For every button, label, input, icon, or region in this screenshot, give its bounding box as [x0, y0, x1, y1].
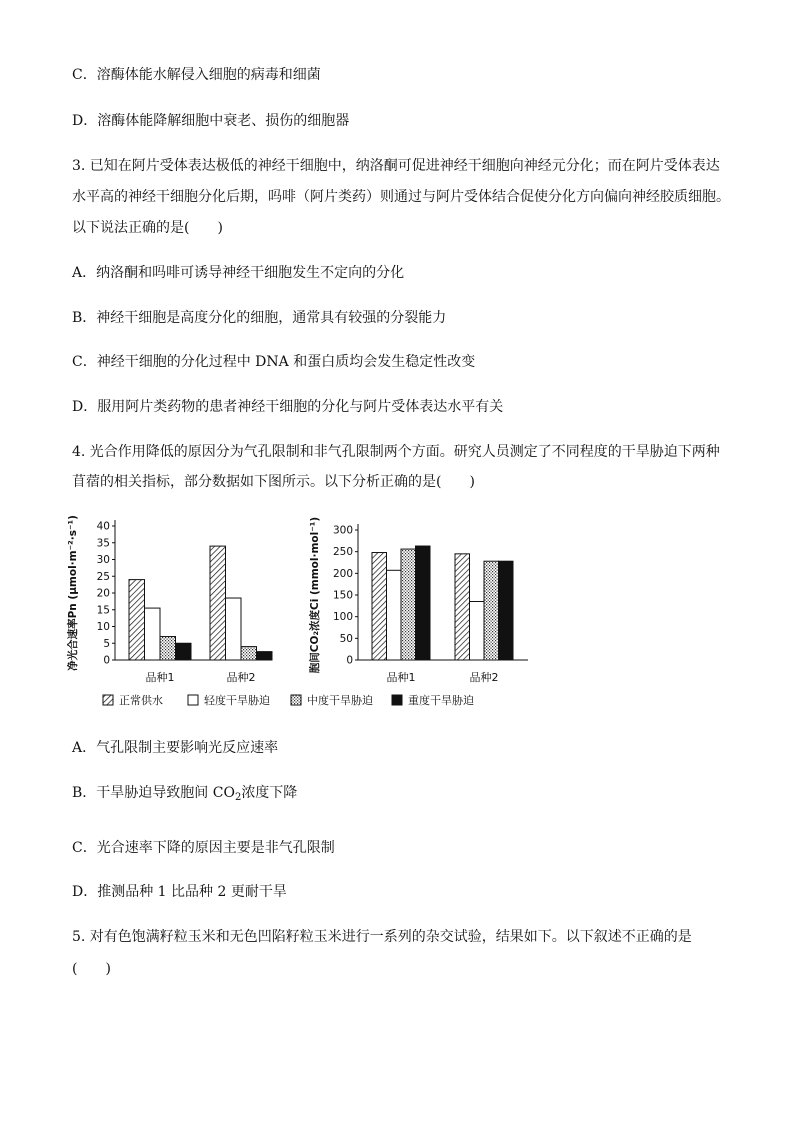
legend-label: 正常供水	[119, 694, 163, 707]
bar-1-2-3	[241, 647, 257, 660]
question-3-option-c: C．神经干细胞的分化过程中 DNA 和蛋白质均会发生稳定性改变	[72, 354, 476, 370]
bar-2-1-4	[416, 546, 431, 660]
y-axis-label: 净光合速率Pn (μmol·m⁻²·s⁻¹)	[67, 515, 79, 671]
y-tick-label: 0	[103, 654, 110, 667]
co2-subscript: 2	[234, 792, 242, 803]
y-tick-label: 20	[96, 587, 110, 600]
question-3-option-d: D．服用阿片类药物的患者神经干细胞的分化与阿片受体表达水平有关	[72, 399, 504, 415]
question-3-option-a: A．纳洛酮和吗啡可诱导神经干细胞发生不定向的分化	[72, 265, 405, 281]
bar-1-2-4	[257, 652, 273, 660]
y-tick-label: 10	[96, 621, 110, 633]
legend-swatch	[291, 695, 301, 705]
question-4-option-c: C．光合速率下降的原因主要是非气孔限制	[72, 840, 335, 856]
x-category-label: 品种1	[386, 671, 416, 684]
y-tick-label: 15	[96, 604, 110, 617]
x-category-label: 品种2	[469, 671, 499, 684]
bar-2-2-4	[499, 561, 514, 660]
y-tick-label: 50	[339, 632, 353, 645]
legend-swatch	[188, 695, 198, 705]
bar-1-1-1	[129, 580, 145, 660]
option-c-lysosome: C．溶酶体能水解侵入细胞的病毒和细菌	[72, 67, 321, 83]
y-tick-label: 300	[332, 524, 353, 537]
x-category-label: 品种2	[226, 671, 256, 684]
bar-2-1-2	[387, 570, 402, 660]
question-4-line-2: 苜蓿的相关指标，部分数据如下图所示。以下分析正确的是( )	[72, 474, 475, 490]
y-tick-label: 250	[332, 546, 353, 559]
bar-2-1-3	[401, 549, 416, 660]
net-photosynthesis-chart	[66, 515, 272, 684]
bar-1-1-3	[160, 637, 176, 660]
question-3-line-3: 以下说法正确的是( )	[72, 220, 223, 236]
x-category-label: 品种1	[145, 671, 175, 684]
y-tick-label: 40	[96, 520, 110, 533]
question-4-option-b	[72, 783, 297, 803]
bar-1-2-2	[226, 598, 242, 660]
question-4-option-a: A．气孔限制主要影响光反应速率	[72, 740, 279, 756]
question-3-line-1: 3. 已知在阿片受体表达极低的神经干细胞中，纳洛酮可促进神经干细胞向神经元分化；而在阿片受体表达	[72, 158, 720, 174]
bar-1-1-4	[176, 643, 192, 660]
y-tick-label: 30	[96, 554, 110, 566]
bar-2-1-1	[372, 553, 387, 660]
bar-2-2-2	[470, 602, 485, 661]
option-d-lysosome: D．溶酶体能降解细胞中衰老、损伤的细胞器	[72, 113, 350, 129]
option-b-text-start: B．干旱胁迫导致胞间 CO	[72, 785, 235, 801]
legend-swatch	[103, 695, 113, 705]
question-4-option-d: D．推测品种 1 比品种 2 更耐干旱	[72, 884, 287, 900]
y-tick-label: 200	[332, 567, 353, 580]
y-tick-label: 100	[332, 611, 353, 624]
y-axis-label: 胞间CO₂浓度Ci (mmol·mol⁻¹)	[309, 516, 321, 674]
question-5-line-1: 5. 对有色饱满籽粒玉米和无色凹陷籽粒玉米进行一系列的杂交试验，结果如下。以下叙述不正确的是	[72, 929, 692, 945]
chart-legend	[103, 693, 474, 707]
option-b-text-end: 浓度下降	[241, 785, 298, 801]
photosynthesis-charts	[60, 508, 530, 718]
y-tick-label: 0	[346, 654, 353, 667]
question-3-line-2: 水平高的神经干细胞分化后期，吗啡（阿片类药）则通过与阿片受体结合促使分化方向偏向神经胶质细胞。	[72, 189, 730, 205]
legend-swatch	[392, 695, 402, 705]
bar-1-2-1	[210, 546, 226, 660]
y-tick-label: 25	[96, 570, 110, 583]
bar-1-1-2	[145, 608, 161, 660]
question-5-line-2: ( )	[72, 961, 111, 977]
y-tick-label: 150	[332, 589, 353, 602]
y-tick-label: 5	[103, 637, 110, 650]
question-4-line-1: 4. 光合作用降低的原因分为气孔限制和非气孔限制两个方面。研究人员测定了不同程度的干旱胁迫下两种	[72, 444, 720, 460]
bar-2-2-1	[455, 554, 470, 660]
legend-label: 轻度干旱胁迫	[204, 694, 270, 707]
y-tick-label: 35	[96, 537, 110, 550]
legend-label: 重度干旱胁迫	[408, 694, 474, 707]
intercellular-co2-chart	[308, 517, 528, 684]
legend-label: 中度干旱胁迫	[307, 694, 373, 707]
question-3-option-b: B．神经干细胞是高度分化的细胞，通常具有较强的分裂能力	[72, 310, 447, 326]
bar-2-2-3	[484, 561, 499, 660]
